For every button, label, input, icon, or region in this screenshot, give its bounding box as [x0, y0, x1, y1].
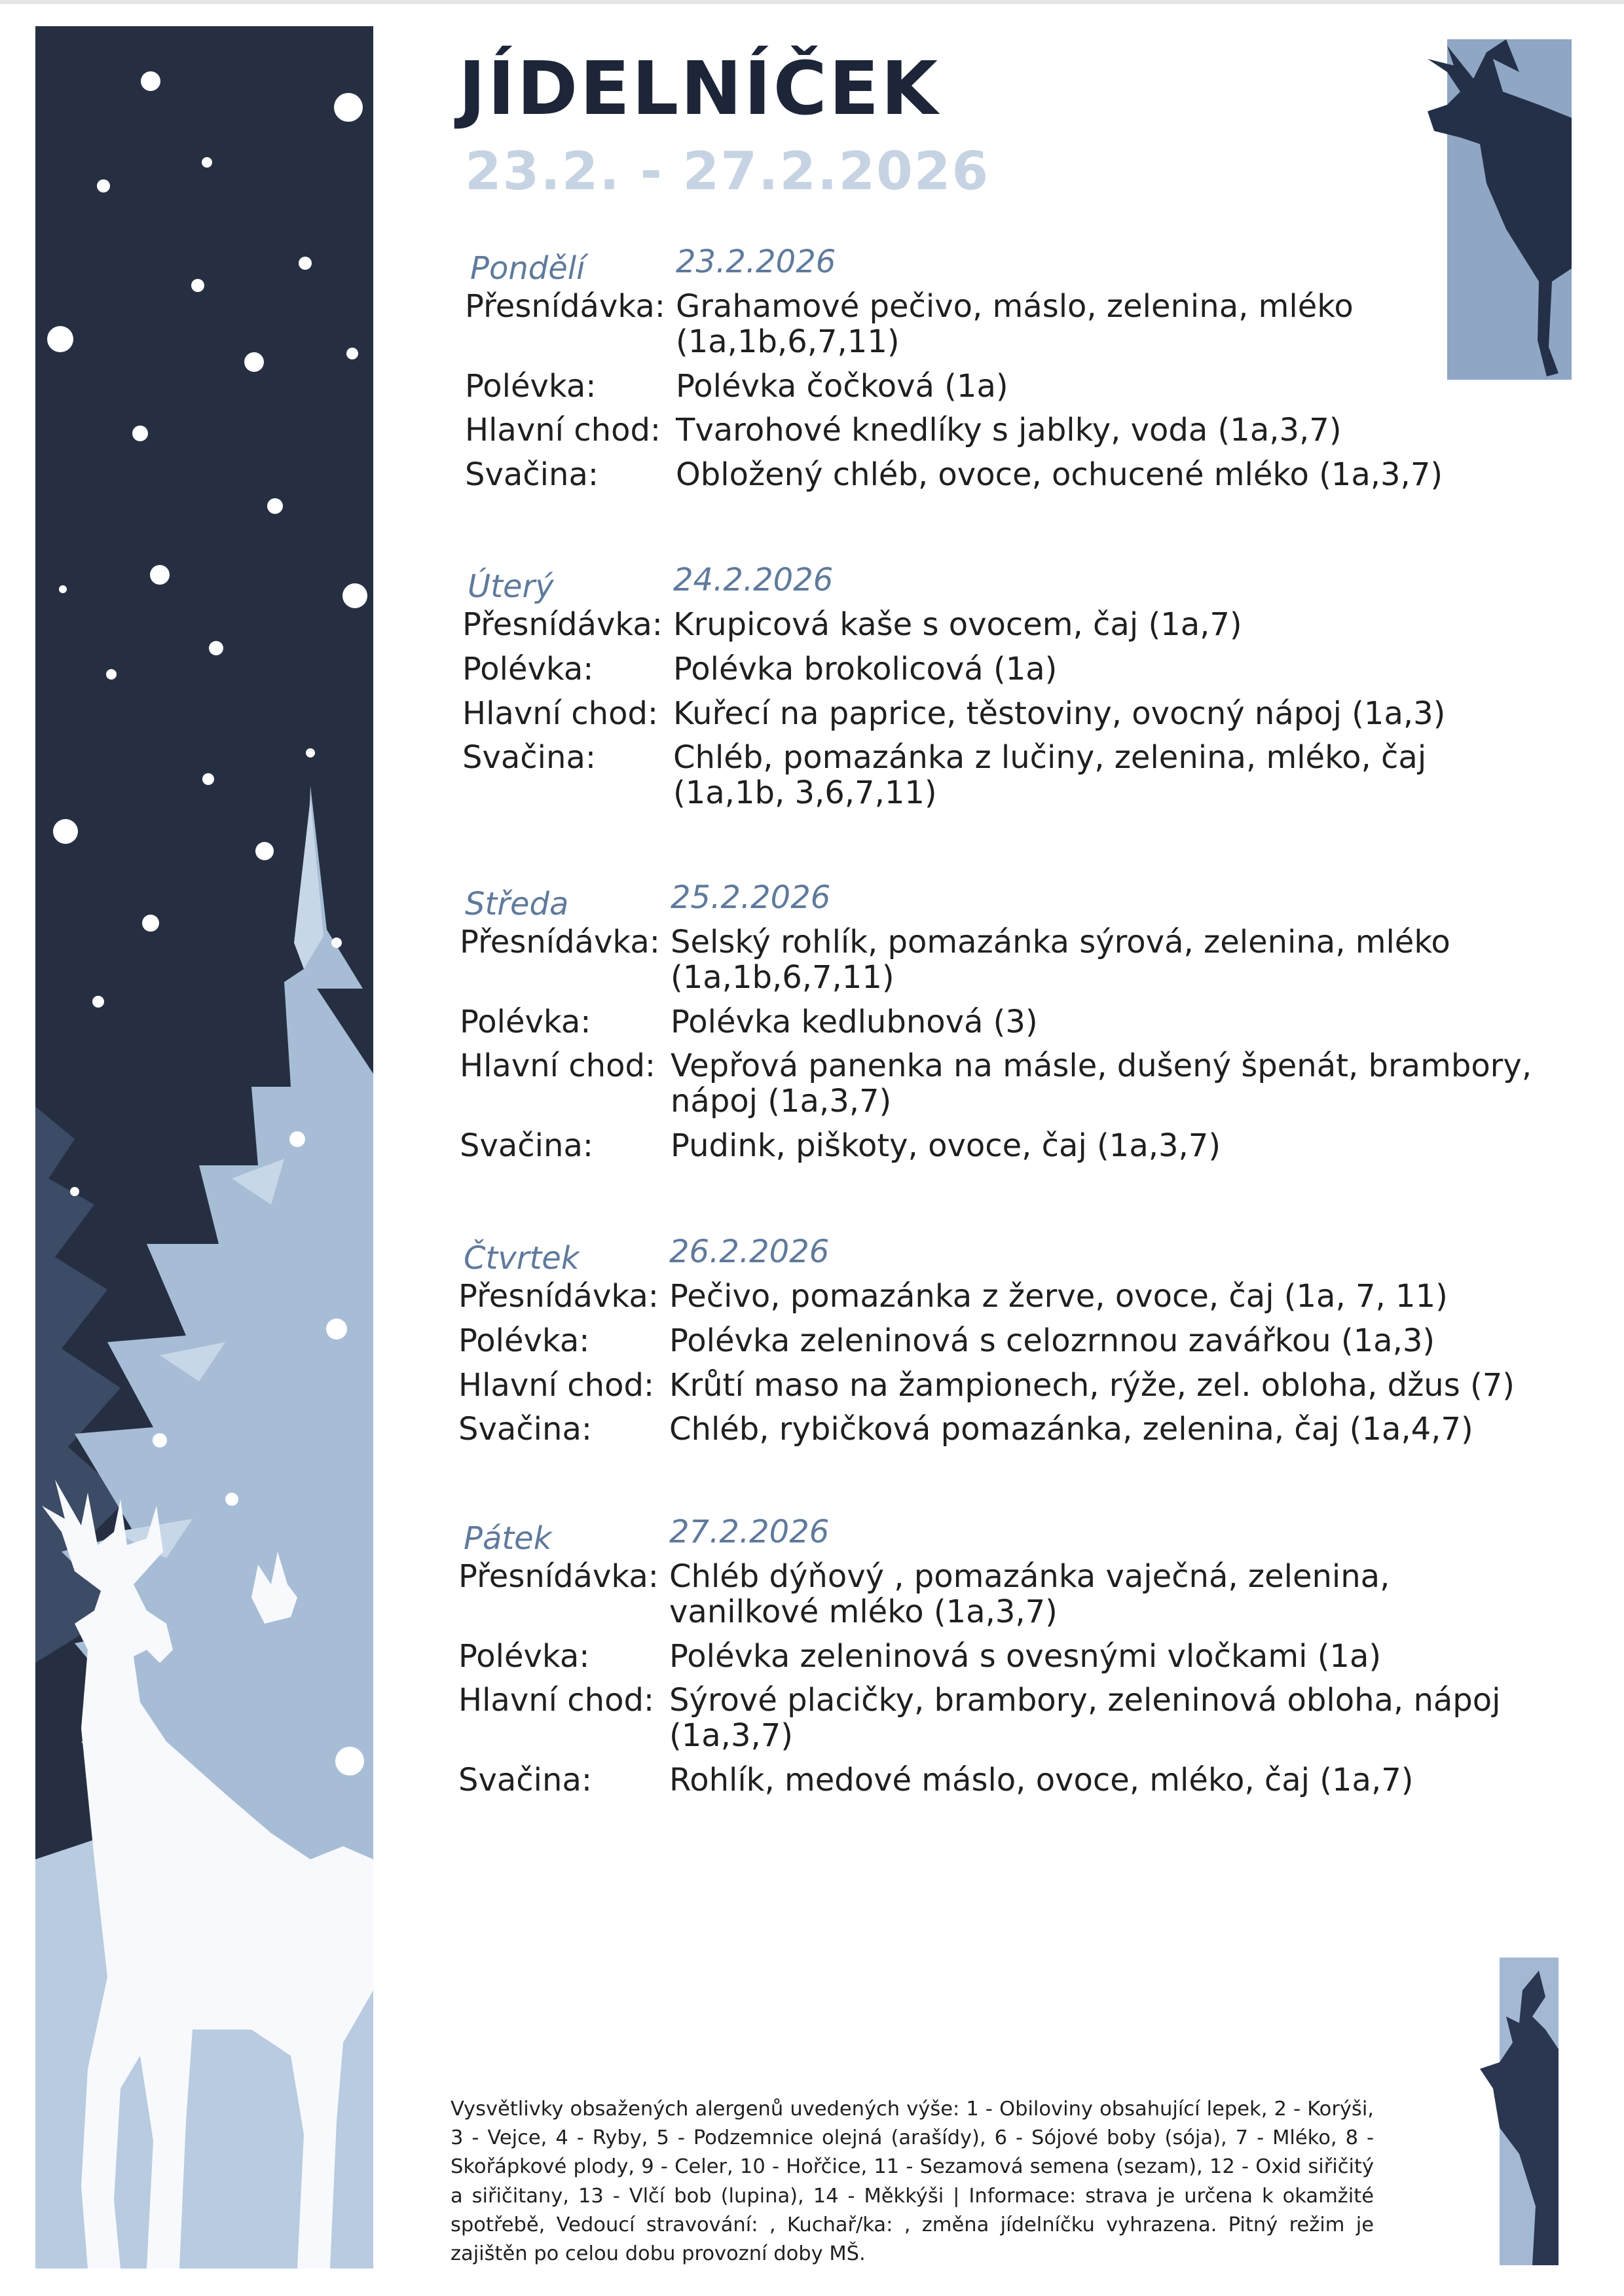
day-monday	[465, 244, 1539, 502]
meal-text: Chléb dýňový , pomazánka vaječná, zelenina, vanilkové mléko (1a,3,7)	[669, 1558, 1390, 1630]
meal-label: Polévka:	[462, 650, 594, 687]
meal-text: Polévka čočková (1a)	[676, 367, 1008, 405]
meal-text: Krůtí maso na žampionech, rýže, zel. obloha, džus (7)	[669, 1366, 1515, 1404]
day-name: Středa	[465, 886, 569, 922]
meal-breakfast	[460, 925, 1534, 996]
meal-main-course	[458, 1683, 1532, 1754]
meal-text: Pečivo, pomazánka z žerve, ovoce, čaj (1a, 7, 11)	[669, 1278, 1448, 1315]
meal-text: Obložený chléb, ovoce, ochucené mléko (1a,3,7)	[676, 456, 1443, 493]
meal-label: Přesnídávka:	[465, 288, 665, 325]
meal-text: Kuřecí na paprice, těstoviny, ovocný nápoj (1a,3)	[673, 695, 1446, 732]
top-border-line	[0, 0, 1624, 4]
meal-text: Polévka kedlubnová (3)	[671, 1003, 1038, 1040]
meal-main-course	[465, 413, 1539, 448]
meal-text: Chléb, rybičková pomazánka, zelenina, čaj (1a,4,7)	[669, 1411, 1473, 1448]
meal-soup	[462, 652, 1536, 687]
meal-label: Svačina:	[458, 1411, 593, 1448]
meal-snack	[462, 740, 1536, 811]
day-date: 25.2.2026	[671, 879, 831, 916]
meal-label: Svačina:	[458, 1761, 593, 1798]
meal-soup	[460, 1005, 1534, 1040]
meal-label: Hlavní chod:	[465, 412, 661, 449]
meal-label: Svačina:	[465, 456, 599, 493]
day-wednesday	[460, 879, 1534, 1173]
meal-label: Polévka:	[465, 367, 597, 405]
meal-label: Přesnídávka:	[458, 1558, 659, 1595]
day-date: 27.2.2026	[669, 1514, 830, 1550]
meal-label: Hlavní chod:	[458, 1366, 655, 1404]
meal-soup	[465, 369, 1539, 405]
meal-breakfast	[462, 608, 1536, 643]
meal-main-course	[460, 1049, 1534, 1120]
week-date-range: 23.2. - 27.2.2026	[465, 141, 990, 202]
meal-label: Polévka:	[458, 1322, 590, 1359]
day-date: 23.2.2026	[676, 244, 836, 280]
day-name: Čtvrtek	[464, 1240, 580, 1277]
deer-silhouette-bottom	[1473, 1958, 1559, 2265]
meal-label: Hlavní chod:	[460, 1048, 656, 1085]
meal-label: Přesnídávka:	[462, 606, 663, 643]
meal-text: Krupicová kaše s ovocem, čaj (1a,7)	[673, 606, 1242, 643]
meal-text: Polévka zeleninová s ovesnými vločkami (1a)	[669, 1637, 1382, 1675]
day-name: Úterý	[468, 568, 554, 605]
meal-label: Hlavní chod:	[462, 695, 659, 732]
meal-label: Přesnídávka:	[460, 924, 660, 960]
day-friday	[458, 1514, 1532, 1808]
meal-text: Sýrové placičky, brambory, zeleninová obloha, nápoj (1a,3,7)	[669, 1682, 1501, 1754]
meal-snack	[465, 458, 1539, 493]
meal-breakfast	[458, 1559, 1532, 1630]
day-thursday	[458, 1233, 1532, 1457]
meal-label: Přesnídávka:	[458, 1278, 659, 1315]
allergen-legend: Vysvětlivky obsažených alergenů uvedených výše: 1 - Obiloviny obsahující lepek, 2 - Korýši, 3 - Vejce, 4 - Ryby, 5 - Podzemnice olejná (arašídy), 6 - Sójové boby (sója), 7 - Mléko, 8 - Skořápkové plody, 9 - Celer, 10 - Hořčice, 11 - Sezamová semena (sezam), 12 - Oxid siřičitý a siřičitany, 13 - Vlčí bob (lupina), 14 - Měkkýši | Informace: strava je určena k okamžité spotřebě, Vedoucí stravování: , Kuchař/ka: , změna jídelníčku vyhrazena. Pitný režim je zajištěn po celou dobu provozní doby MŠ.	[451, 2098, 1374, 2266]
meal-text: Chléb, pomazánka z lučiny, zelenina, mléko, čaj (1a,1b, 3,6,7,11)	[673, 739, 1427, 811]
meal-breakfast	[465, 289, 1539, 360]
meal-text: Rohlík, medové máslo, ovoce, mléko, čaj (1a,7)	[669, 1761, 1414, 1798]
meal-label: Svačina:	[460, 1127, 594, 1164]
meal-text: Polévka zeleninová s celozrnnou zavářkou (1a,3)	[669, 1322, 1435, 1359]
meal-snack	[458, 1763, 1532, 1798]
meal-text: Selský rohlík, pomazánka sýrová, zelenina, mléko (1a,1b,6,7,11)	[671, 924, 1450, 996]
meal-soup	[458, 1324, 1532, 1359]
meal-label: Polévka:	[458, 1637, 590, 1675]
meal-main-course	[462, 697, 1536, 732]
meal-main-course	[458, 1368, 1532, 1404]
meal-snack	[458, 1412, 1532, 1448]
day-tuesday	[462, 562, 1536, 820]
meal-label: Svačina:	[462, 739, 597, 776]
page-title: JÍDELNÍČEK	[458, 46, 940, 132]
day-name: Pondělí	[470, 250, 585, 287]
winter-forest-illustration	[35, 26, 373, 2269]
meal-text: Polévka brokolicová (1a)	[673, 650, 1058, 687]
meal-breakfast	[458, 1279, 1532, 1315]
meal-text: Grahamové pečivo, máslo, zelenina, mléko (1a,1b,6,7,11)	[676, 288, 1354, 360]
day-date: 24.2.2026	[673, 562, 834, 598]
meal-text: Vepřová panenka na másle, dušený špenát, brambory, nápoj (1a,3,7)	[671, 1048, 1532, 1120]
meal-snack	[460, 1129, 1534, 1164]
day-name: Pátek	[464, 1520, 552, 1557]
meal-label: Hlavní chod:	[458, 1682, 655, 1719]
meal-soup	[458, 1639, 1532, 1675]
day-date: 26.2.2026	[669, 1233, 830, 1270]
meal-text: Pudink, piškoty, ovoce, čaj (1a,3,7)	[671, 1127, 1221, 1164]
meal-label: Polévka:	[460, 1003, 591, 1040]
meal-text: Tvarohové knedlíky s jablky, voda (1a,3,7)	[676, 412, 1342, 449]
